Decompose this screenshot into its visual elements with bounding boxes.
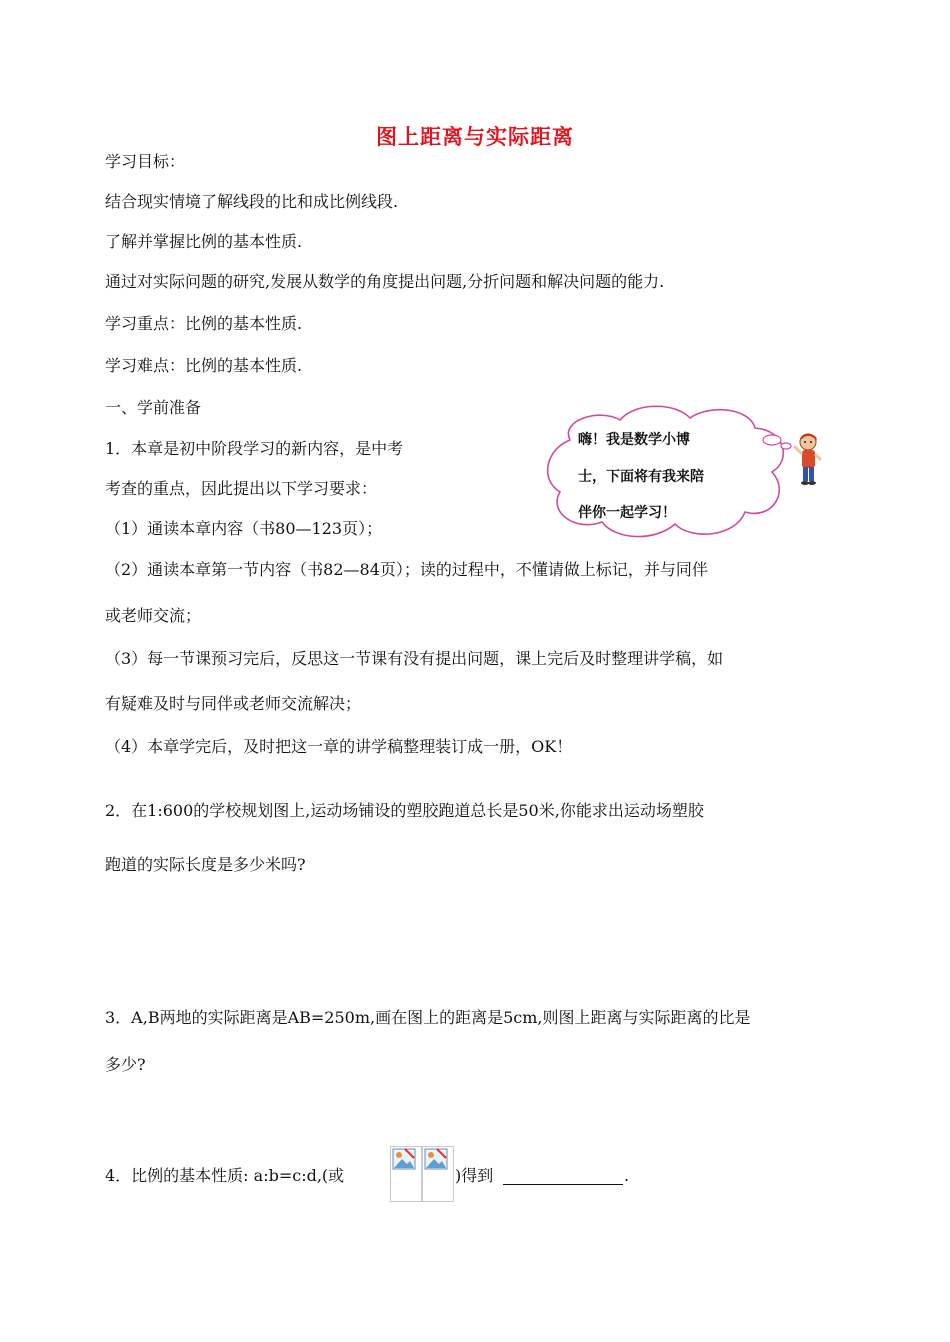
bubble-line-2: 士，下面将有我来陪 [578, 469, 704, 485]
key-point: 学习重点：比例的基本性质. [105, 314, 303, 333]
objectives-heading: 学习目标： [105, 152, 186, 171]
question-4-suffix: )得到 [455, 1166, 494, 1185]
item-1-line-2: 考查的重点，因此提出以下学习要求： [105, 479, 378, 498]
question-4-end: . [624, 1166, 630, 1185]
question-4-prefix: 4．比例的基本性质: a:b=c:d,(或 [105, 1166, 345, 1185]
fraction-image-1 [390, 1146, 422, 1202]
cartoon-doctor-icon [790, 432, 826, 488]
bubble-line-3: 伴你一起学习！ [578, 505, 676, 521]
answer-blank [503, 1184, 623, 1185]
requirement-3-line-2: 有疑难及时与同伴或老师交流解决； [105, 694, 362, 713]
requirement-1: （1）通读本章内容（书80—123页）； [105, 519, 383, 538]
objective-3: 通过对实际问题的研究,发展从数学的角度提出问题,分折问题和解决问题的能力. [105, 272, 665, 291]
question-3-line-1: 3．A,B两地的实际距离是AB=250m,画在图上的距离是5cm,则图上距离与实际距离的比是 [105, 1008, 751, 1027]
page-title: 图上距离与实际距离 [376, 125, 574, 149]
broken-image-icon [424, 1148, 448, 1170]
question-2-line-2: 跑道的实际长度是多少米吗? [105, 855, 306, 874]
item-1-line-1: 1．本章是初中阶段学习的新内容，是中考 [105, 439, 404, 458]
difficulty: 学习难点：比例的基本性质. [105, 356, 303, 375]
objective-1: 结合现实情境了解线段的比和成比例线段. [105, 192, 399, 211]
requirement-2-line-1: （2）通读本章第一节内容（书82—84页）；读的过程中，不懂请做上标记，并与同伴 [105, 560, 708, 579]
fraction-image-2 [422, 1146, 454, 1202]
objective-2: 了解并掌握比例的基本性质. [105, 232, 303, 251]
requirement-3-line-1: （3）每一节课预习完后，反思这一节课有没有提出问题，课上完后及时整理讲学稿，如 [105, 649, 724, 668]
bubble-line-1: 嗨！我是数学小博 [578, 432, 690, 448]
broken-image-icon [392, 1148, 416, 1170]
question-3-line-2: 多少? [105, 1055, 146, 1074]
requirement-4: （4）本章学完后，及时把这一章的讲学稿整理装订成一册，OK！ [105, 737, 573, 756]
section-1-heading: 一、学前准备 [105, 398, 202, 417]
requirement-2-line-2: 或老师交流； [105, 606, 202, 625]
question-2-line-1: 2．在1:600的学校规划图上,运动场铺设的塑胶跑道总长是50米,你能求出运动场塑胶 [105, 801, 704, 820]
